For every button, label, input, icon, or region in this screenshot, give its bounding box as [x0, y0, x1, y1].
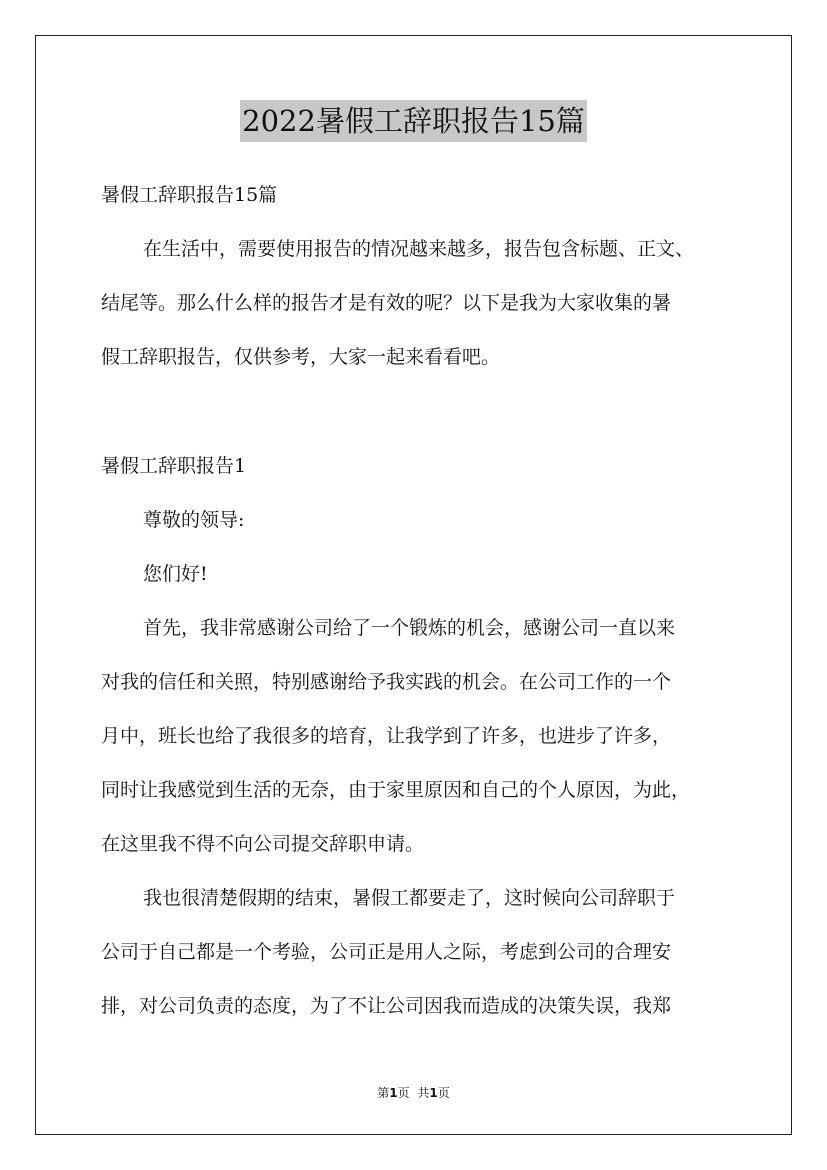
para2-line-1: 我也很清楚假期的结束，暑假工都要走了，这时候向公司辞职于 [143, 887, 676, 909]
title-container [0, 100, 827, 142]
para1-line-4: 同时让我感觉到生活的无奈，由于家里原因和自己的个人原因，为此， [101, 779, 691, 801]
section-heading: 暑假工辞职报告1 [101, 455, 247, 477]
intro-line-2: 结尾等。那么什么样的报告才是有效的呢？以下是我为大家收集的暑 [101, 292, 672, 314]
footer-total-prefix: 共 [417, 1086, 430, 1100]
footer-total-pages: 1 [429, 1086, 438, 1100]
intro-line-3: 假工辞职报告，仅供参考，大家一起来看看吧。 [101, 346, 501, 368]
para2-line-3: 排，对公司负责的态度，为了不让公司因我而造成的决策失误，我郑 [101, 995, 672, 1017]
footer-total-suffix: 页 [437, 1086, 450, 1100]
para1-line-5: 在这里我不得不向公司提交辞职申请。 [101, 833, 425, 855]
document-subtitle: 暑假工辞职报告15篇 [101, 184, 278, 206]
greeting: 您们好! [143, 563, 208, 585]
document-title: 2022暑假工辞职报告15篇 [240, 100, 587, 142]
para2-line-2: 公司于自己都是一个考验，公司正是用人之际，考虑到公司的合理安 [101, 941, 672, 963]
para1-line-1: 首先，我非常感谢公司给了一个锻炼的机会，感谢公司一直以来 [143, 617, 676, 639]
salutation: 尊敬的领导: [143, 509, 245, 531]
footer-prefix: 第 [377, 1086, 390, 1100]
footer-page-suffix: 页 [397, 1086, 410, 1100]
footer-page-number: 1 [389, 1086, 398, 1100]
para1-line-2: 对我的信任和关照，特别感谢给予我实践的机会。在公司工作的一个 [101, 671, 672, 693]
para1-line-3: 月中，班长也给了我很多的培育，让我学到了许多，也进步了许多， [101, 725, 672, 747]
intro-line-1: 在生活中，需要使用报告的情况越来越多，报告包含标题、正文、 [143, 238, 695, 260]
page-footer [0, 1084, 827, 1101]
